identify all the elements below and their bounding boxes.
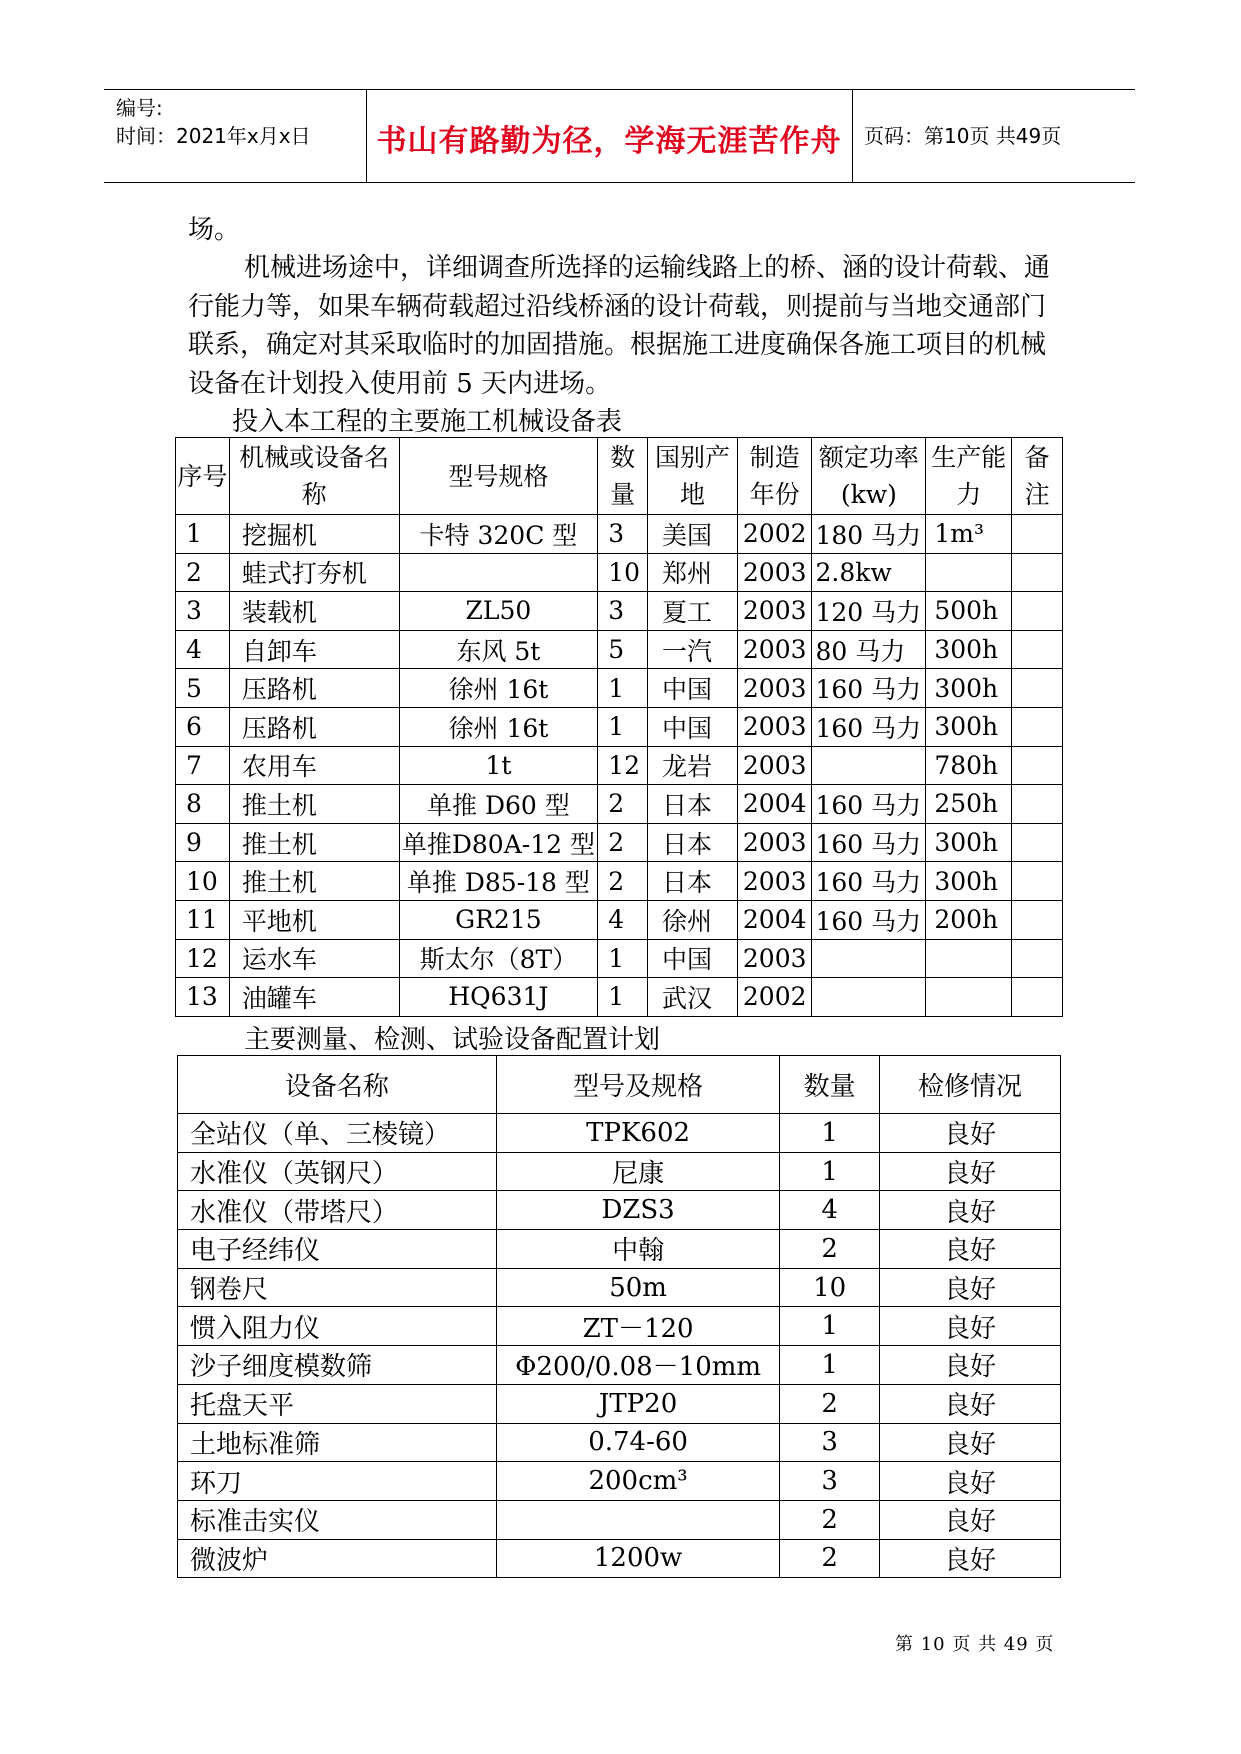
table-row bbox=[178, 1230, 1061, 1269]
machinery-table bbox=[175, 437, 1063, 1017]
cell-row-number: 10 bbox=[176, 862, 230, 901]
cell-manufacture-year: 2003 bbox=[737, 746, 812, 785]
cell-equipment-name: 托盘天平 bbox=[178, 1384, 497, 1423]
cell-remark bbox=[1012, 785, 1063, 824]
table-row bbox=[178, 1307, 1061, 1346]
cell-origin: 中国 bbox=[647, 669, 737, 708]
paragraph-continuation: 场。 bbox=[188, 215, 241, 245]
page-header bbox=[104, 89, 1135, 183]
column-header-quantity: 数量 bbox=[598, 438, 648, 515]
cell-rated-power bbox=[812, 746, 926, 785]
cell-machine-name: 挖掘机 bbox=[229, 515, 399, 554]
cell-quantity: 2 bbox=[780, 1384, 880, 1423]
document-time-label: 时间：2021年x月x日 bbox=[116, 124, 311, 148]
cell-machine-name: 蛙式打夯机 bbox=[229, 553, 399, 592]
cell-quantity: 3 bbox=[598, 515, 648, 554]
cell-remark bbox=[1012, 515, 1063, 554]
cell-quantity: 2 bbox=[780, 1539, 880, 1578]
cell-manufacture-year: 2003 bbox=[737, 823, 812, 862]
cell-machine-name: 推土机 bbox=[229, 862, 399, 901]
column-header-model-spec: 型号规格 bbox=[399, 438, 598, 515]
column-header-remark: 备注 bbox=[1012, 438, 1063, 515]
cell-rated-power: 180 马力 bbox=[812, 515, 926, 554]
cell-row-number: 8 bbox=[176, 785, 230, 824]
table-row bbox=[178, 1346, 1061, 1385]
cell-equipment-name: 土地标准筛 bbox=[178, 1423, 497, 1462]
table-row bbox=[178, 1462, 1061, 1501]
cell-remark bbox=[1012, 553, 1063, 592]
column-header-manufacture-year: 制造年份 bbox=[737, 438, 812, 515]
cell-row-number: 5 bbox=[176, 669, 230, 708]
column-header-equipment-name: 设备名称 bbox=[178, 1056, 497, 1114]
cell-origin: 郑州 bbox=[647, 553, 737, 592]
cell-machine-name: 平地机 bbox=[229, 900, 399, 939]
cell-machine-name: 推土机 bbox=[229, 823, 399, 862]
cell-maintenance-status: 良好 bbox=[879, 1384, 1060, 1423]
cell-model-spec: 卡特 320C 型 bbox=[399, 515, 598, 554]
cell-manufacture-year: 2003 bbox=[737, 669, 812, 708]
header-meta bbox=[116, 94, 311, 150]
cell-quantity: 2 bbox=[598, 785, 648, 824]
cell-model-spec: 200cm³ bbox=[496, 1462, 780, 1501]
cell-remark bbox=[1012, 707, 1063, 746]
cell-capacity: 300h bbox=[926, 823, 1012, 862]
header-motto: 书山有路勤为径，学海无涯苦作舟 bbox=[376, 124, 842, 159]
table-row bbox=[176, 515, 1063, 554]
header-page-label: 页码：第10页 共49页 bbox=[864, 124, 1062, 148]
cell-capacity: 200h bbox=[926, 900, 1012, 939]
cell-origin: 日本 bbox=[647, 862, 737, 901]
cell-quantity: 10 bbox=[598, 553, 648, 592]
table-row bbox=[178, 1191, 1061, 1230]
cell-model-spec bbox=[399, 553, 598, 592]
table-row bbox=[176, 707, 1063, 746]
cell-row-number: 9 bbox=[176, 823, 230, 862]
cell-machine-name: 运水车 bbox=[229, 939, 399, 978]
cell-rated-power: 160 马力 bbox=[812, 823, 926, 862]
document-number-label: 编号: bbox=[116, 96, 163, 120]
cell-equipment-name: 钢卷尺 bbox=[178, 1268, 497, 1307]
cell-quantity: 3 bbox=[780, 1423, 880, 1462]
cell-maintenance-status: 良好 bbox=[879, 1462, 1060, 1501]
cell-rated-power: 160 马力 bbox=[812, 862, 926, 901]
cell-equipment-name: 沙子细度模数筛 bbox=[178, 1346, 497, 1385]
cell-quantity: 1 bbox=[598, 978, 648, 1017]
cell-origin: 武汉 bbox=[647, 978, 737, 1017]
cell-model-spec: JTP20 bbox=[496, 1384, 780, 1423]
cell-capacity bbox=[926, 978, 1012, 1017]
cell-model-spec: 1t bbox=[399, 746, 598, 785]
page-footer: 第 10 页 共 49 页 bbox=[895, 1634, 1055, 1655]
column-header-machine-name: 机械或设备名称 bbox=[229, 438, 399, 515]
cell-capacity: 250h bbox=[926, 785, 1012, 824]
table-row bbox=[176, 669, 1063, 708]
cell-quantity: 1 bbox=[598, 707, 648, 746]
survey-table-caption: 主要测量、检测、试验设备配置计划 bbox=[244, 1025, 661, 1055]
column-header-rated-power: 额定功率(kw) bbox=[812, 438, 926, 515]
cell-remark bbox=[1012, 862, 1063, 901]
header-divider bbox=[852, 90, 853, 182]
cell-rated-power: 160 马力 bbox=[812, 785, 926, 824]
cell-model-spec: Φ200/0.08－10mm bbox=[496, 1346, 780, 1385]
cell-remark bbox=[1012, 823, 1063, 862]
cell-model-spec: 1200w bbox=[496, 1539, 780, 1578]
cell-origin: 徐州 bbox=[647, 900, 737, 939]
cell-rated-power: 120 马力 bbox=[812, 592, 926, 631]
cell-manufacture-year: 2003 bbox=[737, 592, 812, 631]
cell-equipment-name: 电子经纬仪 bbox=[178, 1230, 497, 1269]
machinery-table-caption: 投入本工程的主要施工机械设备表 bbox=[232, 407, 623, 437]
cell-row-number: 4 bbox=[176, 630, 230, 669]
column-header-maintenance-status: 检修情况 bbox=[879, 1056, 1060, 1114]
cell-capacity bbox=[926, 553, 1012, 592]
cell-equipment-name: 微波炉 bbox=[178, 1539, 497, 1578]
cell-quantity: 4 bbox=[598, 900, 648, 939]
column-header-model-spec: 型号及规格 bbox=[496, 1056, 780, 1114]
cell-origin: 中国 bbox=[647, 707, 737, 746]
cell-rated-power: 2.8kw bbox=[812, 553, 926, 592]
cell-quantity: 3 bbox=[780, 1462, 880, 1501]
table-header-row bbox=[176, 438, 1063, 515]
cell-row-number: 12 bbox=[176, 939, 230, 978]
cell-quantity: 1 bbox=[780, 1152, 880, 1191]
table-row bbox=[176, 553, 1063, 592]
cell-maintenance-status: 良好 bbox=[879, 1500, 1060, 1539]
cell-quantity: 1 bbox=[780, 1346, 880, 1385]
cell-rated-power: 160 马力 bbox=[812, 900, 926, 939]
cell-quantity: 1 bbox=[780, 1114, 880, 1153]
cell-rated-power: 80 马力 bbox=[812, 630, 926, 669]
cell-machine-name: 压路机 bbox=[229, 669, 399, 708]
cell-equipment-name: 全站仪（单、三棱镜） bbox=[178, 1114, 497, 1153]
cell-manufacture-year: 2004 bbox=[737, 900, 812, 939]
cell-manufacture-year: 2003 bbox=[737, 939, 812, 978]
cell-quantity: 4 bbox=[780, 1191, 880, 1230]
table-row bbox=[176, 823, 1063, 862]
table-header-row bbox=[178, 1056, 1061, 1114]
cell-quantity: 5 bbox=[598, 630, 648, 669]
cell-row-number: 13 bbox=[176, 978, 230, 1017]
table-row bbox=[176, 785, 1063, 824]
cell-model-spec: TPK602 bbox=[496, 1114, 780, 1153]
cell-model-spec bbox=[496, 1500, 780, 1539]
cell-manufacture-year: 2004 bbox=[737, 785, 812, 824]
cell-model-spec: 单推 D85-18 型 bbox=[399, 862, 598, 901]
cell-origin: 龙岩 bbox=[647, 746, 737, 785]
cell-machine-name: 推土机 bbox=[229, 785, 399, 824]
cell-origin: 夏工 bbox=[647, 592, 737, 631]
cell-machine-name: 农用车 bbox=[229, 746, 399, 785]
cell-equipment-name: 环刀 bbox=[178, 1462, 497, 1501]
table-row bbox=[176, 900, 1063, 939]
survey-equipment-table bbox=[177, 1055, 1061, 1578]
cell-rated-power bbox=[812, 939, 926, 978]
cell-capacity: 300h bbox=[926, 707, 1012, 746]
cell-manufacture-year: 2003 bbox=[737, 862, 812, 901]
table-row bbox=[178, 1423, 1061, 1462]
table-row bbox=[178, 1152, 1061, 1191]
table-row bbox=[176, 939, 1063, 978]
cell-equipment-name: 标准击实仪 bbox=[178, 1500, 497, 1539]
cell-manufacture-year: 2002 bbox=[737, 978, 812, 1017]
cell-model-spec: 徐州 16t bbox=[399, 707, 598, 746]
column-header-origin: 国别产地 bbox=[647, 438, 737, 515]
cell-maintenance-status: 良好 bbox=[879, 1191, 1060, 1230]
cell-rated-power: 160 马力 bbox=[812, 707, 926, 746]
cell-maintenance-status: 良好 bbox=[879, 1307, 1060, 1346]
cell-remark bbox=[1012, 669, 1063, 708]
cell-model-spec: 东风 5t bbox=[399, 630, 598, 669]
cell-model-spec: 50m bbox=[496, 1268, 780, 1307]
cell-remark bbox=[1012, 630, 1063, 669]
column-header-row-number: 序号 bbox=[176, 438, 230, 515]
cell-quantity: 2 bbox=[780, 1230, 880, 1269]
cell-capacity: 500h bbox=[926, 592, 1012, 631]
table-row bbox=[178, 1500, 1061, 1539]
cell-model-spec: 尼康 bbox=[496, 1152, 780, 1191]
cell-row-number: 3 bbox=[176, 592, 230, 631]
cell-quantity: 1 bbox=[598, 669, 648, 708]
cell-rated-power bbox=[812, 978, 926, 1017]
cell-origin: 中国 bbox=[647, 939, 737, 978]
cell-remark bbox=[1012, 592, 1063, 631]
cell-quantity: 1 bbox=[598, 939, 648, 978]
cell-manufacture-year: 2003 bbox=[737, 553, 812, 592]
cell-remark bbox=[1012, 746, 1063, 785]
cell-equipment-name: 惯入阻力仪 bbox=[178, 1307, 497, 1346]
cell-row-number: 7 bbox=[176, 746, 230, 785]
cell-row-number: 11 bbox=[176, 900, 230, 939]
cell-maintenance-status: 良好 bbox=[879, 1152, 1060, 1191]
cell-row-number: 1 bbox=[176, 515, 230, 554]
table-row bbox=[176, 978, 1063, 1017]
table-row bbox=[176, 862, 1063, 901]
cell-remark bbox=[1012, 978, 1063, 1017]
column-header-capacity: 生产能力 bbox=[926, 438, 1012, 515]
table-row bbox=[178, 1268, 1061, 1307]
cell-origin: 美国 bbox=[647, 515, 737, 554]
cell-quantity: 2 bbox=[780, 1500, 880, 1539]
cell-model-spec: DZS3 bbox=[496, 1191, 780, 1230]
cell-model-spec: GR215 bbox=[399, 900, 598, 939]
cell-model-spec: ZL50 bbox=[399, 592, 598, 631]
cell-manufacture-year: 2002 bbox=[737, 515, 812, 554]
cell-model-spec: 徐州 16t bbox=[399, 669, 598, 708]
cell-model-spec: 斯太尔（8T） bbox=[399, 939, 598, 978]
cell-model-spec: HQ631J bbox=[399, 978, 598, 1017]
cell-capacity: 300h bbox=[926, 862, 1012, 901]
cell-maintenance-status: 良好 bbox=[879, 1346, 1060, 1385]
cell-equipment-name: 水准仪（英钢尺） bbox=[178, 1152, 497, 1191]
table-row bbox=[176, 592, 1063, 631]
cell-remark bbox=[1012, 939, 1063, 978]
cell-model-spec: 0.74-60 bbox=[496, 1423, 780, 1462]
cell-origin: 日本 bbox=[647, 785, 737, 824]
cell-capacity: 780h bbox=[926, 746, 1012, 785]
cell-quantity: 12 bbox=[598, 746, 648, 785]
table-row bbox=[176, 630, 1063, 669]
cell-quantity: 2 bbox=[598, 862, 648, 901]
paragraph-machinery-transport: 机械进场途中，详细调查所选择的运输线路上的桥、涵的设计荷载、通行能力等，如果车辆荷载超过沿线桥涵的设计荷载，则提前与当地交通部门联系，确定对其采取临时的加固措施。根据施工进度确保各施工项目的机械设备在计划投入使用前 5 天内进场。 bbox=[188, 253, 1051, 399]
cell-machine-name: 装载机 bbox=[229, 592, 399, 631]
cell-origin: 一汽 bbox=[647, 630, 737, 669]
cell-quantity: 1 bbox=[780, 1307, 880, 1346]
cell-model-spec: 中翰 bbox=[496, 1230, 780, 1269]
table-row bbox=[178, 1114, 1061, 1153]
cell-capacity: 1m³ bbox=[926, 515, 1012, 554]
cell-quantity: 10 bbox=[780, 1268, 880, 1307]
cell-origin: 日本 bbox=[647, 823, 737, 862]
cell-maintenance-status: 良好 bbox=[879, 1539, 1060, 1578]
cell-quantity: 3 bbox=[598, 592, 648, 631]
cell-remark bbox=[1012, 900, 1063, 939]
cell-capacity: 300h bbox=[926, 669, 1012, 708]
cell-equipment-name: 水准仪（带塔尺） bbox=[178, 1191, 497, 1230]
cell-maintenance-status: 良好 bbox=[879, 1114, 1060, 1153]
cell-manufacture-year: 2003 bbox=[737, 630, 812, 669]
cell-maintenance-status: 良好 bbox=[879, 1423, 1060, 1462]
cell-machine-name: 油罐车 bbox=[229, 978, 399, 1017]
cell-quantity: 2 bbox=[598, 823, 648, 862]
cell-row-number: 2 bbox=[176, 553, 230, 592]
cell-model-spec: 单推D80A-12 型 bbox=[399, 823, 598, 862]
cell-capacity: 300h bbox=[926, 630, 1012, 669]
table-row bbox=[178, 1384, 1061, 1423]
cell-rated-power: 160 马力 bbox=[812, 669, 926, 708]
table-row bbox=[176, 746, 1063, 785]
cell-machine-name: 自卸车 bbox=[229, 630, 399, 669]
cell-model-spec: 单推 D60 型 bbox=[399, 785, 598, 824]
table-row bbox=[178, 1539, 1061, 1578]
cell-machine-name: 压路机 bbox=[229, 707, 399, 746]
cell-maintenance-status: 良好 bbox=[879, 1268, 1060, 1307]
cell-row-number: 6 bbox=[176, 707, 230, 746]
column-header-quantity: 数量 bbox=[780, 1056, 880, 1114]
cell-manufacture-year: 2003 bbox=[737, 707, 812, 746]
cell-maintenance-status: 良好 bbox=[879, 1230, 1060, 1269]
cell-model-spec: ZT－120 bbox=[496, 1307, 780, 1346]
cell-capacity bbox=[926, 939, 1012, 978]
